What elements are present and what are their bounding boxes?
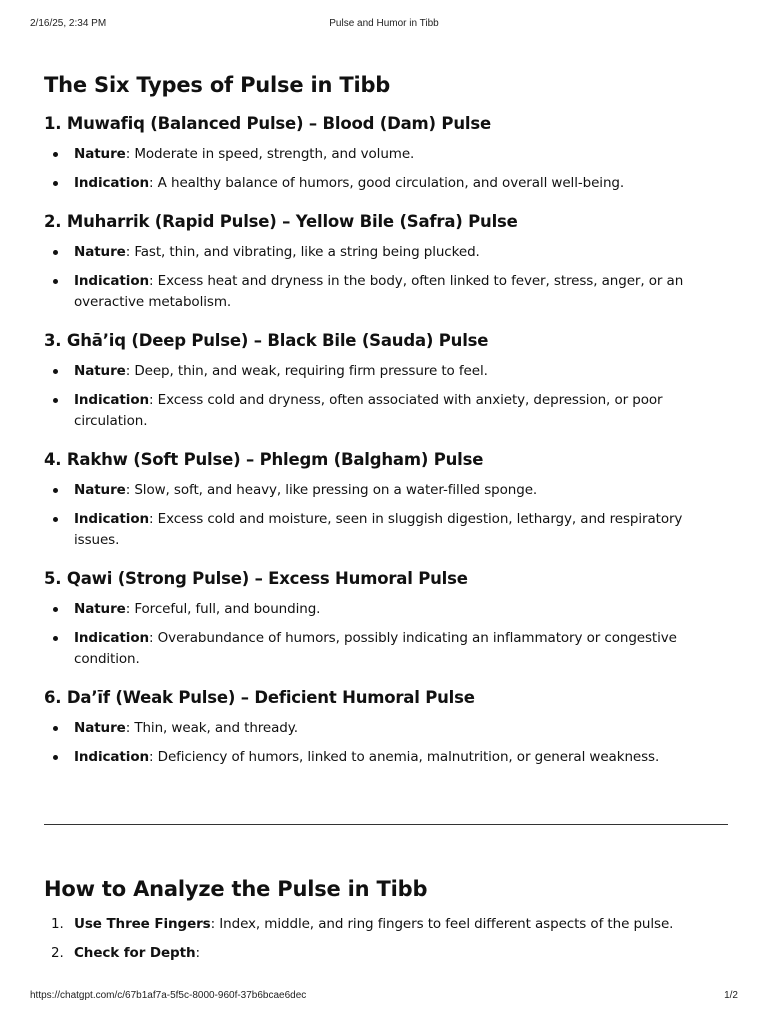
item-text: : Forceful, full, and bounding. [125, 601, 321, 617]
step-number: 2. [51, 945, 64, 961]
item-text: : Deficiency of humors, linked to anemia, malnutrition, or general weakness. [149, 749, 660, 765]
list-item [44, 480, 728, 501]
pulse-section [44, 110, 728, 194]
item-term: Nature [74, 482, 126, 498]
item-term: Nature [74, 601, 126, 617]
pulse-detail-list [44, 361, 728, 432]
print-footer [30, 990, 738, 1004]
pulse-detail-list [44, 599, 728, 670]
list-item [44, 173, 728, 194]
page-number: 1/2 [724, 990, 738, 1001]
bullet-icon [53, 607, 58, 612]
pulse-heading: 3. Ghā’iq (Deep Pulse) – Black Bile (Sauda) Pulse [44, 331, 489, 350]
bullet-icon [53, 152, 58, 157]
pulse-detail-list [44, 242, 728, 313]
print-url: https://chatgpt.com/c/67b1af7a-5f5c-8000-960f-37b6bcae6dec [30, 990, 307, 1001]
bullet-icon [53, 755, 58, 760]
list-item [44, 361, 728, 382]
pulse-section [44, 208, 728, 313]
bullet-icon [53, 279, 58, 284]
step-term: Use Three Fingers [74, 916, 211, 932]
bullet-icon [53, 488, 58, 493]
bullet-icon [53, 398, 58, 403]
item-term: Nature [74, 720, 126, 736]
step-text: : [195, 945, 200, 961]
section-divider [44, 824, 728, 825]
main-content [44, 66, 728, 776]
print-datetime: 2/16/25, 2:34 PM [30, 18, 107, 29]
item-text: : Thin, weak, and thready. [125, 720, 298, 736]
item-text: : Overabundance of humors, possibly indicating an inflammatory or congestive condition. [74, 630, 677, 667]
item-term: Indication [74, 175, 150, 191]
item-term: Indication [74, 392, 150, 408]
item-term: Indication [74, 630, 150, 646]
list-item [44, 242, 728, 263]
print-title: Pulse and Humor in Tibb [329, 18, 439, 29]
list-item [44, 914, 728, 935]
pulse-section [44, 565, 728, 670]
item-text: : Excess cold and moisture, seen in sluggish digestion, lethargy, and respiratory issues. [74, 511, 683, 548]
analyze-steps-list [44, 914, 728, 964]
item-text: : A healthy balance of humors, good circulation, and overall well-being. [149, 175, 625, 191]
page-title: The Six Types of Pulse in Tibb [44, 73, 391, 97]
pulse-section [44, 684, 728, 768]
item-text: : Fast, thin, and vibrating, like a string being plucked. [125, 244, 480, 260]
pulse-heading: 6. Da’īf (Weak Pulse) – Deficient Humoral Pulse [44, 688, 475, 707]
bullet-icon [53, 517, 58, 522]
analyze-section [44, 870, 728, 972]
list-item [44, 718, 728, 739]
list-item [44, 144, 728, 165]
item-text: : Excess heat and dryness in the body, often linked to fever, stress, anger, or an overactive metabolism. [74, 273, 684, 310]
list-item [44, 747, 728, 768]
print-header [30, 18, 738, 32]
pulse-heading: 1. Muwafiq (Balanced Pulse) – Blood (Dam) Pulse [44, 114, 491, 133]
item-term: Nature [74, 363, 126, 379]
step-text: : Index, middle, and ring fingers to feel different aspects of the pulse. [210, 916, 674, 932]
bullet-icon [53, 369, 58, 374]
pulse-heading: 2. Muharrik (Rapid Pulse) – Yellow Bile (Safra) Pulse [44, 212, 518, 231]
pulse-sections [44, 110, 728, 768]
item-text: : Deep, thin, and weak, requiring firm pressure to feel. [125, 363, 488, 379]
item-term: Nature [74, 146, 126, 162]
pulse-section [44, 446, 728, 551]
pulse-heading: 4. Rakhw (Soft Pulse) – Phlegm (Balgham) Pulse [44, 450, 484, 469]
item-term: Indication [74, 273, 150, 289]
list-item [44, 390, 728, 432]
bullet-icon [53, 636, 58, 641]
step-number: 1. [51, 916, 64, 932]
item-term: Indication [74, 749, 150, 765]
item-term: Nature [74, 244, 126, 260]
bullet-icon [53, 181, 58, 186]
analyze-title: How to Analyze the Pulse in Tibb [44, 877, 428, 901]
list-item [44, 509, 728, 551]
list-item [44, 271, 728, 313]
item-term: Indication [74, 511, 150, 527]
pulse-detail-list [44, 718, 728, 768]
pulse-detail-list [44, 480, 728, 551]
bullet-icon [53, 250, 58, 255]
item-text: : Excess cold and dryness, often associated with anxiety, depression, or poor circulation. [74, 392, 663, 429]
pulse-heading: 5. Qawi (Strong Pulse) – Excess Humoral Pulse [44, 569, 468, 588]
list-item [44, 943, 728, 964]
item-text: : Moderate in speed, strength, and volume. [125, 146, 415, 162]
item-text: : Slow, soft, and heavy, like pressing on a water-filled sponge. [125, 482, 538, 498]
pulse-section [44, 327, 728, 432]
bullet-icon [53, 726, 58, 731]
step-term: Check for Depth [74, 945, 196, 961]
list-item [44, 599, 728, 620]
list-item [44, 628, 728, 670]
pulse-detail-list [44, 144, 728, 194]
